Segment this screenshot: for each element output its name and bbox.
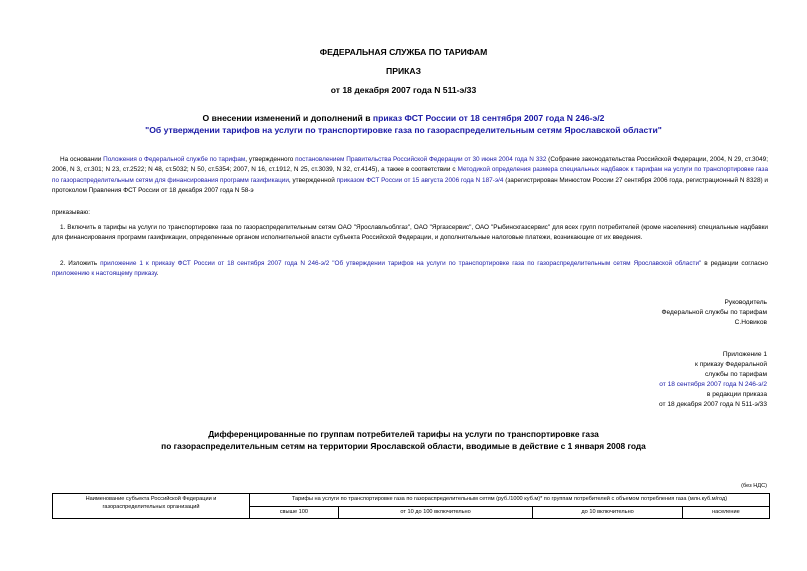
appendix-link[interactable]: приложению к настоящему приказу <box>52 270 157 278</box>
appendix-order-link[interactable]: приложение 1 к приказу ФСТ России от 18 сентября 2007 года N 246-э/2 <box>100 260 330 267</box>
signature-block <box>662 298 768 328</box>
order-item-1-text: 1. Включить в тарифы на услуги по транспортировке газа по газораспределительным сетям ОАО "Ярославльоблгаз", ОАО "Яргазсервис", ОАО "Рыбинскгазсервис" для всех групп потребителей (кроме населения) специальные надбавки для финансирования программ газификации, определенные органом исполнительной власти субъекта Российской Федерации, и дополнительные налоговые платежи, возникающие от их введения. <box>52 224 768 242</box>
title-order-name-link[interactable]: "Об утверждении тарифов на услуги по транспортировке газа по газораспределительным сетям Ярославской области" <box>145 125 662 135</box>
signature-organization: Федеральной службы по тарифам <box>661 309 767 316</box>
document-title-line1 <box>0 113 807 123</box>
government-decree-link[interactable]: постановлением Правительства Российской Федерации от 30 июня 2004 года N 332 <box>295 156 547 163</box>
table-unit-note: (без НДС) <box>741 483 767 489</box>
document-title-line2[interactable] <box>0 125 807 135</box>
item2-text-3: в редакции согласно <box>701 260 768 267</box>
col-population-header: население <box>682 506 769 519</box>
order-item-1 <box>52 223 768 244</box>
order-title-link[interactable]: "Об утверждении тарифов на услуги по транспортировке газа по газораспределительным сетям Ярославской области" <box>332 260 702 267</box>
col-organization-header: Наименование субъекта Российской Федерации и газораспределительных организаций <box>53 494 250 519</box>
order-item-2 <box>52 259 768 280</box>
appendix-block <box>659 350 767 410</box>
appendix-order-ref: к приказу Федеральной <box>695 361 767 368</box>
document-date: от 18 декабря 2007 года N 511-э/33 <box>330 85 477 95</box>
signature-name: С.Новиков <box>734 319 767 326</box>
item2-text-1: 2. Изложить <box>60 260 101 267</box>
tariff-group-header: Тарифы на услуги по транспортировке газа по газораспределительным сетям (руб./1000 куб.м)* по группам потребителей с объемом потребления газа (млн.куб.м/год) <box>250 494 770 507</box>
appendix-date-link[interactable]: от 18 сентября 2007 года N 246-э/2 <box>659 381 767 388</box>
preamble-text-4: , утвержденной <box>288 176 337 184</box>
table-title-line1: Дифференцированные по группам потребителей тарифы на услуги по транспортировке газа <box>208 429 599 439</box>
col-10-100-header: от 10 до 100 включительно <box>338 506 533 519</box>
preamble-text-1: На основании <box>60 156 104 163</box>
fst-order-link[interactable]: приказом ФСТ России от 15 августа 2006 года N 187-э/4 <box>336 176 504 184</box>
title-prefix: О внесении изменений и дополнений в <box>202 113 373 123</box>
table-title-line2: по газораспределительным сетям на территории Ярославской области, вводимые в действие с 1 января 2008 года <box>161 441 646 451</box>
appendix-agency: службы по тарифам <box>704 371 767 378</box>
appendix-edition-date: от 18 декабря 2007 года N 511-э/33 <box>659 401 767 408</box>
item2-text-4: . <box>156 270 159 278</box>
col-over-100-header: свыше 100 <box>250 506 339 519</box>
orders-label: приказываю: <box>52 209 90 216</box>
preamble-text-5: (зарегистрирован Минюстом России 27 сентября 2006 года, регистрационный N 8328) и протоколом Правления ФСТ России от 18 декабря 2007 года N 58-э <box>52 176 768 195</box>
agency-name: ФЕДЕРАЛЬНАЯ СЛУЖБА ПО ТАРИФАМ <box>319 47 488 57</box>
preamble-text-3: (Собрание законодательства Российской Федерации, 2004, N 29, ст.3049; 2006, N 3, ст.301; N 23, ст.2522; N 48, ст.5032; N 50, ст.5354; 2007, N 16, ст.1912, N 25, ст.3039, N 32, ст.4145), а также в соответствии с <box>52 156 768 174</box>
col-under-10-header: до 10 включительно <box>533 506 682 519</box>
preamble-text-2: , утвержденного <box>245 156 296 163</box>
tariff-table <box>52 493 770 519</box>
regulation-link[interactable]: Положения о Федеральной службе по тарифам <box>103 156 246 163</box>
appendix-edition: в редакции приказа <box>706 391 767 398</box>
appendix-number: Приложение 1 <box>722 351 767 358</box>
preamble-paragraph <box>52 155 768 197</box>
signature-position: Руководитель <box>724 299 767 306</box>
document-type: ПРИКАЗ <box>386 66 421 76</box>
methodology-link[interactable]: Методикой определения размера специальных надбавок к тарифам на услуги по транспортировке газа по газораспределительным сетям для финансирования программ газификации <box>52 166 769 184</box>
title-order-link[interactable]: приказ ФСТ России от 18 сентября 2007 года N 246-э/2 <box>372 113 605 123</box>
table-header-row <box>53 494 770 507</box>
